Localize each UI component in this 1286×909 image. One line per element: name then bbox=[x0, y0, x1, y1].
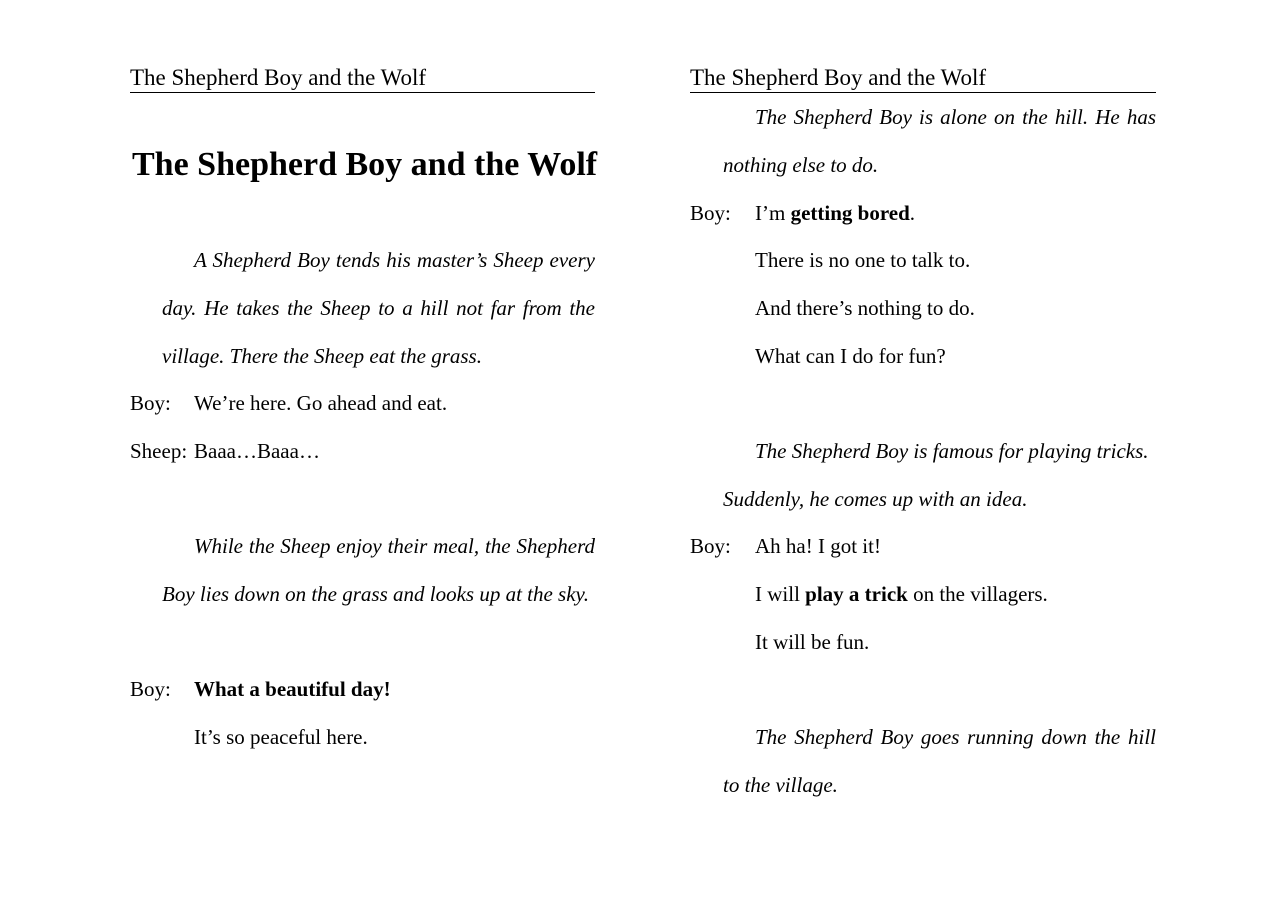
left-page bbox=[130, 0, 598, 909]
stage-direction: While the Sheep enjoy their meal, the Shepherd Boy lies down on the grass and looks up at the sky. bbox=[162, 534, 595, 606]
speaker-label: Sheep: bbox=[130, 439, 188, 463]
right-page bbox=[690, 0, 1156, 909]
dialogue-text: What can I do for fun? bbox=[755, 344, 946, 368]
running-header: The Shepherd Boy and the Wolf bbox=[130, 64, 595, 93]
speaker-label: Boy: bbox=[130, 391, 171, 415]
dialogue-line bbox=[690, 245, 1156, 275]
dialogue-text: And there’s nothing to do. bbox=[755, 296, 975, 320]
dialogue-text-part: . bbox=[909, 201, 916, 225]
emphasis-text: What a beautiful day! bbox=[194, 677, 391, 701]
dialogue-text bbox=[194, 674, 391, 704]
dialogue-text bbox=[755, 579, 1048, 609]
dialogue-line bbox=[130, 436, 595, 466]
running-header: The Shepherd Boy and the Wolf bbox=[690, 64, 1156, 93]
emphasis-text: play a trick bbox=[805, 582, 908, 606]
dialogue-line bbox=[690, 293, 1156, 323]
stage-direction: A Shepherd Boy tends his master’s Sheep every day. He takes the Sheep to a hill not far from the village. There the Sheep eat the grass. bbox=[162, 248, 595, 368]
stage-direction: The Shepherd Boy is alone on the hill. He has nothing else to do. bbox=[723, 105, 1156, 177]
dialogue-line bbox=[690, 198, 1156, 228]
stage-direction: The Shepherd Boy goes running down the hill to the village. bbox=[723, 725, 1156, 797]
dialogue-line bbox=[130, 674, 595, 704]
dialogue-text-part: I’m bbox=[755, 201, 791, 225]
dialogue-text: It’s so peaceful here. bbox=[194, 725, 368, 749]
dialogue-line bbox=[690, 341, 1156, 371]
story-title: The Shepherd Boy and the Wolf bbox=[132, 146, 598, 183]
dialogue-text: We’re here. Go ahead and eat. bbox=[194, 391, 448, 415]
dialogue-text-part: on the villagers. bbox=[907, 582, 1048, 606]
speaker-label: Boy: bbox=[130, 677, 171, 701]
dialogue-line bbox=[130, 722, 595, 752]
emphasis-text: getting bored bbox=[790, 201, 910, 225]
dialogue-line bbox=[690, 531, 1156, 561]
dialogue-line bbox=[690, 627, 1156, 657]
stage-direction: The Shepherd Boy is famous for playing tricks. Suddenly, he comes up with an idea. bbox=[723, 439, 1149, 511]
dialogue-text: Ah ha! I got it! bbox=[755, 534, 881, 558]
speaker-label: Boy: bbox=[690, 534, 731, 558]
dialogue-line bbox=[130, 388, 595, 418]
speaker-label: Boy: bbox=[690, 201, 731, 225]
dialogue-text: Baaa…Baaa… bbox=[194, 439, 320, 463]
dialogue-text: There is no one to talk to. bbox=[755, 248, 971, 272]
dialogue-text-part: I will bbox=[755, 582, 806, 606]
dialogue-line bbox=[690, 579, 1156, 609]
dialogue-text bbox=[755, 198, 915, 228]
dialogue-text: It will be fun. bbox=[755, 630, 870, 654]
